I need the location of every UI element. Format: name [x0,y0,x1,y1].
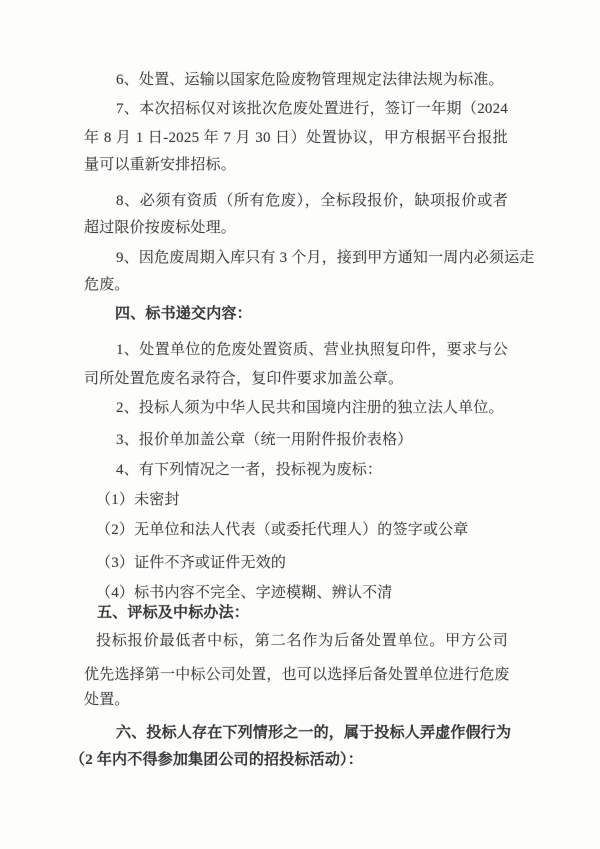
body-text-line: 优先选择第一中标公司处置，也可以选择后备处置单位进行危废 [84,667,510,683]
body-text-line: 4、有下列情况之一者，投标视为废标： [116,462,383,478]
body-text-line: 超过限价按废标处理。 [84,220,237,236]
body-text-line: 2、投标人须为中华人民共和国境内注册的独立法人单位。 [116,400,504,416]
body-text-line: 年 8 月 1 日-2025 年 7 月 30 日）处置协议，甲方根据平台报批 [84,130,508,146]
body-text-line: 1、处置单位的危废处置资质、营业执照复印件，要求与公 [116,342,508,358]
body-text-line: 6、处置、运输以国家危险废物管理规定法律法规为标准。 [116,72,504,88]
section-heading-line: 五、评标及中标办法： [97,605,250,621]
body-text-line: 9、因危废周期入库只有 3 个月，接到甲方通知一周内必须运走 [116,250,535,266]
body-text-line: 量可以重新安排招标。 [84,157,237,173]
body-text-line: 处置。 [84,692,130,708]
body-text-line: 危废。 [84,277,130,293]
body-text-line: 3、报价单加盖公章（统一用附件报价表格） [116,432,413,448]
body-text-line: 投标报价最低者中标，第二名作为后备处置单位。甲方公司 [96,633,508,649]
section-heading-line: 六、投标人存在下列情形之一的，属于投标人弄虚作假行为 [116,725,512,741]
section-heading-line: （2 年内不得参加集团公司的招投标活动）： [70,752,363,768]
body-text-line: 司所处置危废名录符合，复印件要求加盖公章。 [84,371,404,387]
body-text-line: （2）无单位和法人代表（或委托代理人）的签字或公章 [96,522,469,538]
body-text-line: （1）未密封 [96,492,180,508]
body-text-line: 7、本次招标仅对该批次危废处置进行，签订一年期（2024 [116,101,508,117]
body-text-line: （4）标书内容不完全、字迹模糊、辨认不清 [96,585,393,601]
section-heading-line: 四、标书递交内容： [115,306,252,322]
body-text-line: （3）证件不齐或证件无效的 [96,555,287,571]
body-text-line: 8、必须有资质（所有危废），全标段报价，缺项报价或者 [116,193,508,209]
